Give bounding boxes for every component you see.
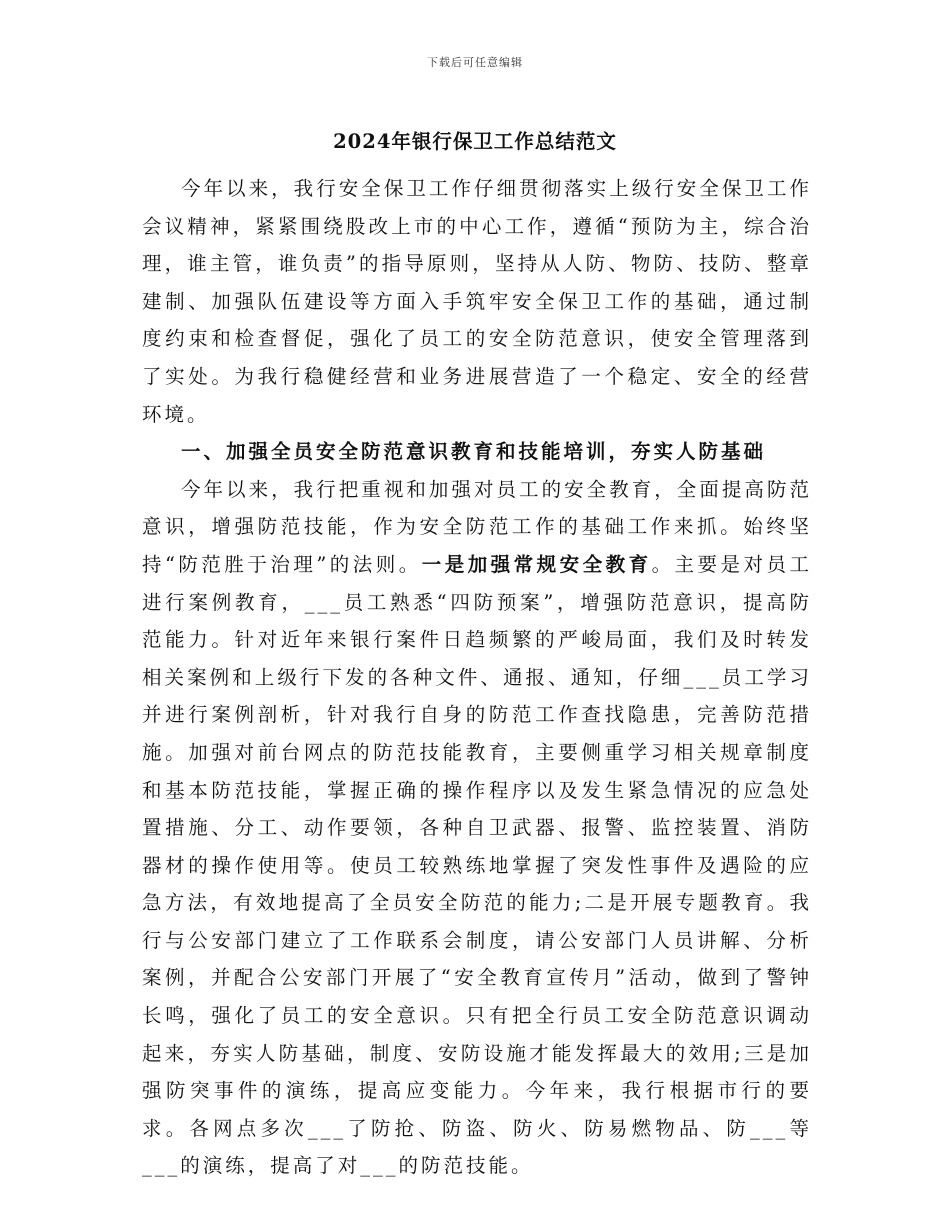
intro-paragraph: 今年以来，我行安全保卫工作仔细贯彻落实上级行安全保卫工作会议精神，紧紧围绕股改上市的中心工作，遵循“预防为主，综合治理，谁主管，谁负责”的指导原则，坚持从人防、物防、技防、整章建制、加强队伍建设等方面入手筑牢安全保卫工作的基础，通过制度约束和检查督促，强化了员工的安全防范意识，使安全管理落到了实处。为我行稳健经营和业务进展营造了一个稳定、安全的经营环境。: [142, 177, 812, 426]
section-heading: 一、加强全员安全防范意识教育和技能培训，夯实人防基础: [181, 440, 767, 464]
section-paragraph: [142, 471, 812, 1185]
download-note: 下载后可任意编辑: [427, 56, 523, 69]
document-body: [142, 170, 812, 1185]
section-paragraph-text-continued: 。主要是对员工进行案例教育，___员工熟悉“四防预案”，增强防范意识，提高防范能力。针对近年来银行案件日趋频繁的严峻局面，我们及时转发相关案例和上级行下发的各种文件、通报、通知，仔细___员工学习并进行案例剖析，针对我行自身的防范工作查找隐患，完善防范措施。加强对前台网点的防范技能教育，主要侧重学习相关规章制度和基本防范技能，掌握正确的操作程序以及发生紧急情况的应急处置措施、分工、动作要领，各种自卫武器、报警、监控装置、消防器材的操作使用等。使员工较熟练地掌握了突发性事件及遇险的应急方法，有效地提高了全员安全防范的能力;二是开展专题教育。我行与公安部门建立了工作联系会制度，请公安部门人员讲解、分析案例，并配合公安部门开展了“安全教育宣传月”活动，做到了警钟长鸣，强化了员工的安全意识。只有把全行员工安全防范意识调动起来，夯实人防基础，制度、安防设施才能发挥最大的效用;三是加强防突事件的演练，提高应变能力。今年来，我行根据市行的要求。各网点多次___了防抢、防盗、防火、防易燃物品、防___等___的演练，提高了对___的防范技能。: [142, 552, 812, 1178]
section-paragraph-text: 今年以来，我行把重视和加强对员工的安全教育，全面提高防范意识，增强防范技能，作为安全防范工作的基础工作来抓。始终坚持“防范胜于治理”的法则。: [142, 477, 812, 576]
bold-emphasis: 一是加强常规安全教育: [421, 552, 652, 576]
page-title: 2024年银行保卫工作总结范文: [333, 130, 617, 153]
